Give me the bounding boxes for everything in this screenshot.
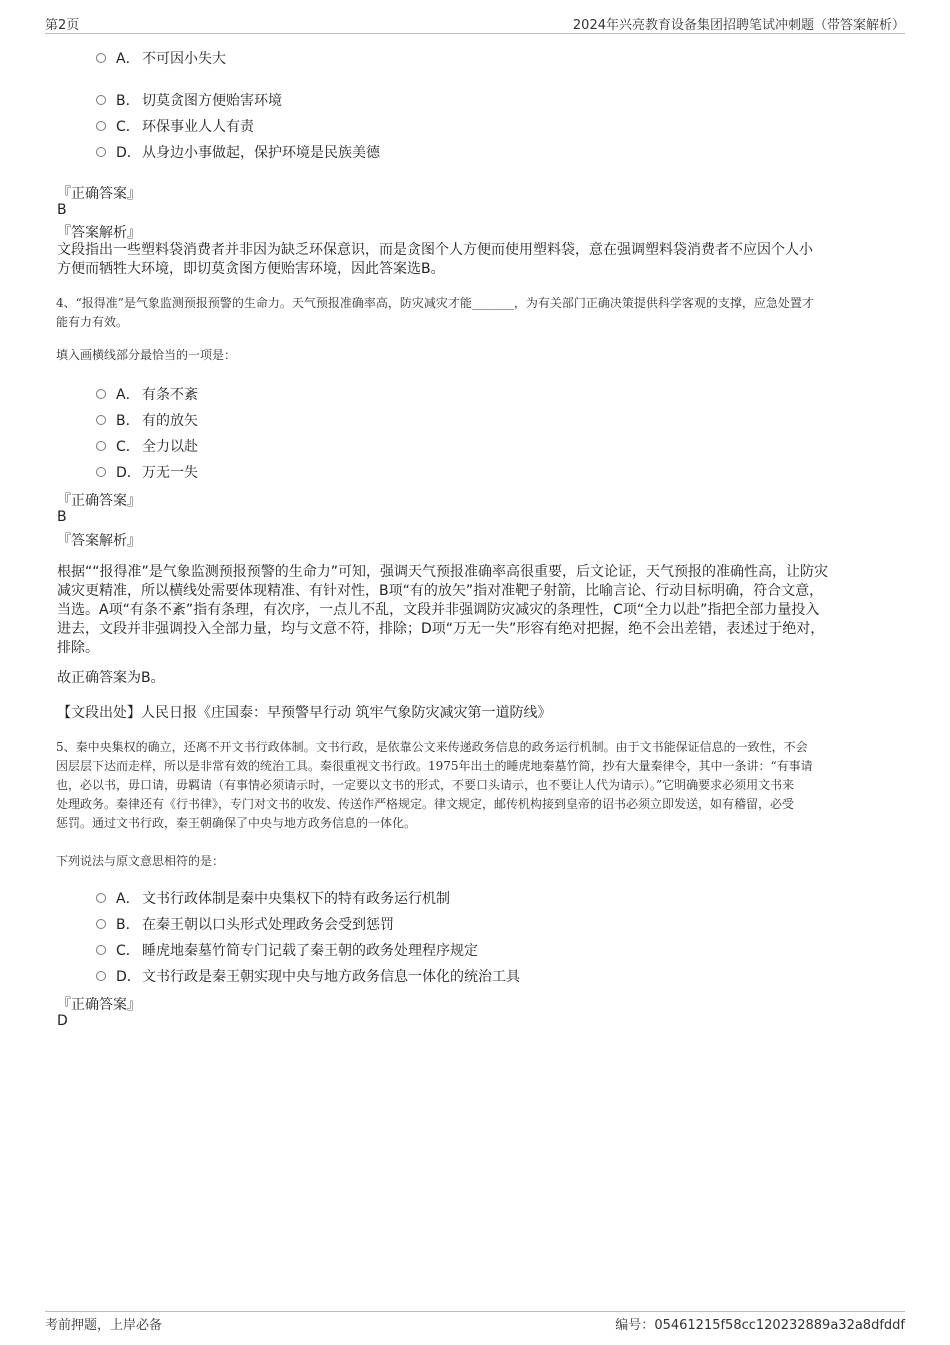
analysis-line: 文段指出一些塑料袋消费者并非因为缺乏环保意识，而是贪图个人方便而使用塑料袋，意在强调塑料袋消费者不应因个人小	[57, 242, 813, 258]
radio-icon[interactable]	[96, 467, 106, 477]
q5-answer-label: 『正确答案』	[57, 997, 141, 1013]
radio-icon[interactable]	[96, 893, 106, 903]
q3-option-d[interactable]: D．从身边小事做起，保护环境是民族美德	[96, 142, 380, 162]
analysis-line: 方便而牺牲大环境，即切莫贪图方便贻害环境，因此答案选B。	[57, 261, 445, 277]
q4-option-b[interactable]: B． 有的放矢	[96, 410, 198, 430]
radio-icon[interactable]	[96, 121, 106, 131]
q4-conclusion: 故正确答案为B。	[57, 670, 165, 686]
analysis-line: 减灾更精准，所以横线处需要体现精准、有针对性，B项“有的放矢”指对准靶子射箭，比喻言论、行动目标明确，符合文意，	[57, 583, 824, 599]
q3-option-b[interactable]: B． 切莫贪图方便贻害环境	[96, 90, 282, 110]
radio-icon[interactable]	[96, 389, 106, 399]
q3-option-c[interactable]: C． 环保事业人人有责	[96, 116, 254, 136]
radio-icon[interactable]	[96, 95, 106, 105]
q5-option-a[interactable]: A． 文书行政体制是秦中央集权下的特有政务运行机制	[96, 888, 450, 908]
document-title: 2024年兴亮教育设备集团招聘笔试冲刺题（带答案解析）	[572, 18, 905, 33]
q5-answer: D	[57, 1013, 68, 1029]
footer-slogan: 考前押题，上岸必备	[45, 1318, 163, 1333]
radio-icon[interactable]	[96, 53, 106, 63]
q3-option-a[interactable]: A． 不可因小失大	[96, 48, 226, 68]
analysis-line: 当选。A项“有条不紊”指有条理，有次序，一点儿不乱，文段并非强调防灾减灾的条理性，C项“全力以赴”指把全部力量投入	[57, 602, 820, 618]
q5-option-c[interactable]: C． 睡虎地秦墓竹简专门记载了秦王朝的政务处理程序规定	[96, 940, 478, 960]
stem-line: 能有力有效。	[56, 315, 129, 329]
radio-icon[interactable]	[96, 971, 106, 981]
q4-option-a[interactable]: A． 有条不紊	[96, 384, 198, 404]
radio-icon[interactable]	[96, 919, 106, 929]
q4-answer: B	[57, 509, 67, 525]
stem-line: 4、“报得准”是气象监测预报预警的生命力。天气预报准确率高，防灾减灾才能_______，为有关部门正确决策提供科学客观的支撑，应急处置才	[56, 296, 814, 310]
stem-line: 处理政务。秦律还有《行书律》，专门对文书的收发、传送作严格规定。律文规定，邮传机构接到皇帝的诏书必须立即发送，如有稽留，必受	[56, 797, 795, 811]
radio-icon[interactable]	[96, 147, 106, 157]
stem-line: 因层层下达而走样，所以是非常有效的统治工具。秦很重视文书行政。1975年出土的睡虎地秦墓竹简，抄有大量秦律令，其中一条讲：“有事请	[56, 759, 813, 773]
radio-icon[interactable]	[96, 441, 106, 451]
q4-analysis-label: 『答案解析』	[57, 533, 141, 549]
q3-analysis-label: 『答案解析』	[57, 225, 141, 241]
stem-line: 也，必以书，毋口请，毋羁请（有事情必须请示时，一定要以文书的形式，不要口头请示，也不要让人代为请示）。”它明确要求必须用文书来	[56, 778, 795, 792]
q5-stem	[56, 738, 896, 833]
analysis-line: 进去，文段并非强调投入全部力量，均与文意不符，排除；D项“万无一失”形容有绝对把握，绝不会出差错，表述过于绝对，	[57, 621, 825, 637]
footer-rule	[45, 1311, 905, 1312]
q4-option-d[interactable]: D．万无一失	[96, 462, 198, 482]
q3-answer-label: 『正确答案』	[57, 186, 141, 202]
q4-answer-label: 『正确答案』	[57, 493, 141, 509]
q4-analysis	[57, 563, 891, 658]
document-code	[615, 1314, 905, 1333]
radio-icon[interactable]	[96, 415, 106, 425]
code-label: 编号：	[615, 1318, 655, 1333]
q4-stem	[56, 294, 896, 332]
q5-option-b[interactable]: B． 在秦王朝以口头形式处理政务会受到惩罚	[96, 914, 394, 934]
code-value: 05461215f58cc120232889a32a8dfddf	[654, 1318, 905, 1333]
q3-analysis	[57, 241, 891, 279]
stem-line: 5、秦中央集权的确立，还离不开文书行政体制。文书行政，是依靠公文来传递政务信息的政务运行机制。由于文书能保证信息的一致性，不会	[56, 740, 808, 754]
q5-prompt: 下列说法与原文意思相符的是：	[56, 854, 225, 868]
q4-source: 【文段出处】人民日报《庄国泰：早预警早行动 筑牢气象防灾减灾第一道防线》	[57, 705, 552, 721]
stem-line: 惩罚。通过文书行政，秦王朝确保了中央与地方政务信息的一体化。	[56, 816, 417, 830]
q4-prompt: 填入画横线部分最恰当的一项是：	[56, 348, 237, 362]
page-number: 第2页	[45, 18, 80, 33]
q5-option-d[interactable]: D．文书行政是秦王朝实现中央与地方政务信息一体化的统治工具	[96, 966, 520, 986]
q3-answer: B	[57, 202, 67, 218]
analysis-line: 排除。	[57, 640, 99, 656]
radio-icon[interactable]	[96, 945, 106, 955]
q4-option-c[interactable]: C． 全力以赴	[96, 436, 198, 456]
header-rule	[45, 33, 905, 34]
analysis-line: 根据““报得准”是气象监测预报预警的生命力”可知，强调天气预报准确率高很重要，后文论证，天气预报的准确性高，让防灾	[57, 564, 829, 580]
